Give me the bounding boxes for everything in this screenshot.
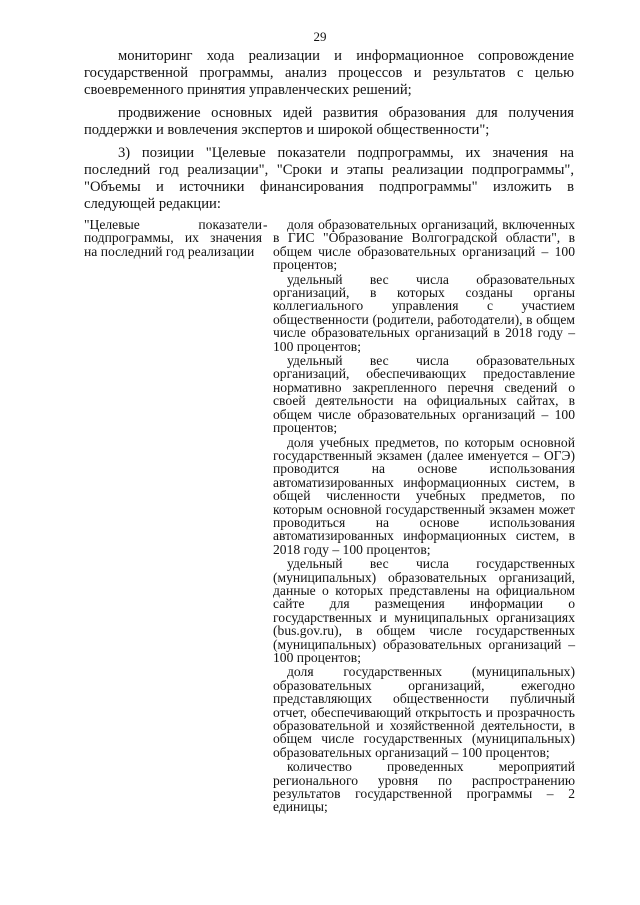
indicator-item: доля государственных (муниципальных) образовательных организаций, ежегодно представляющих общественности публичный отчет, обеспечивающий открытость и прозрачность образовательной и хозяйственной деятельности, в общем числе государственных (муниципальных) образовательных организаций – 100 процентов; xyxy=(273,664,575,760)
indicator-item: удельный вес числа образовательных организаций, обеспечивающих предоставление нормативно закрепленного перечня сведений о своей деятельности на официальных сайтах, в общем числе образовательных организаций – 100 процентов; xyxy=(273,353,575,436)
target-indicators-list xyxy=(273,218,575,815)
page-number: 29 xyxy=(313,29,327,44)
indicator-item: количество проведенных мероприятий регионального уровня по распространению результатов государственной программы – 2 единицы; xyxy=(273,759,575,815)
indicator-item: доля учебных предметов, по которым основной государственный экзамен (далее именуется – ОГЭ) проводится на основе использования автоматизированных информационных систем, в общей численности учебных предметов, по которым основной государственный экзамен может проводиться на основе использования автоматизированных информационных систем, в 2018 году – 100 процентов; xyxy=(273,434,575,557)
position-label: "Целевые показатели подпрограммы, их значения на последний год реализации xyxy=(84,217,262,259)
intro-paragraph: 3) позиции "Целевые показатели подпрограммы, их значения на последний год реализации", "Сроки и этапы реализации подпрограммы", "Объемы и источники финансирования подпрограммы" изложить в следующей редакции: xyxy=(84,145,574,212)
position-dash: - xyxy=(263,217,268,232)
intro-text xyxy=(84,48,574,219)
intro-paragraph: мониторинг хода реализации и информационное сопровождение государственной программы, анализ процессов и результатов с целью своевременного принятия управленческих решений; xyxy=(84,48,574,98)
indicator-item: удельный вес числа образовательных организаций, в которых созданы органы коллегиального управления с участием общественности (родители, работодатели), в общем числе образовательных организаций в 2018 году – 100 процентов; xyxy=(273,271,575,354)
intro-paragraph: продвижение основных идей развития образования для получения поддержки и вовлечения экспертов и широкой общественности"; xyxy=(84,105,574,138)
indicator-item: удельный вес числа государственных (муниципальных) образовательных организаций, данные о которых представлены на официальном сайте для размещения информации о государственных и муниципальных организациях (bus.gov.ru), в общем числе государственных (муниципальных) образовательных организаций – 100 процентов; xyxy=(273,556,575,665)
indicator-item: доля образовательных организаций, включенных в ГИС "Образование Волгоградской области", в общем числе образовательных организаций – 100 процентов; xyxy=(273,217,575,273)
